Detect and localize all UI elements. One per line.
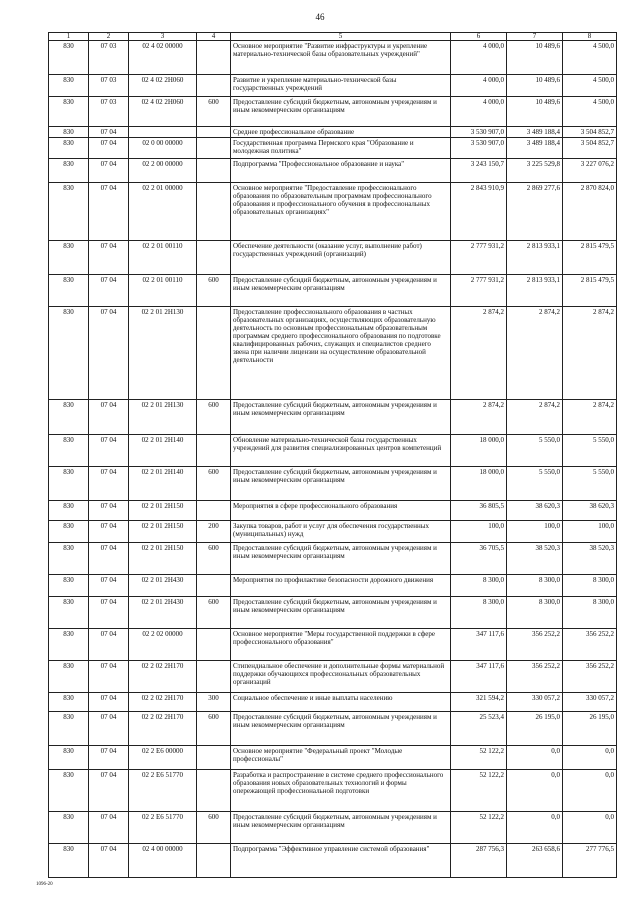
cell-amount-2022: 2 874,2: [507, 400, 563, 435]
cell-admin-code: 830: [49, 712, 89, 746]
cell-expense-type: [197, 41, 231, 75]
cell-description: Основное мероприятие "Меры государственной поддержки в сфере профессионального образования": [231, 629, 451, 661]
cell-admin-code: 830: [49, 521, 89, 543]
cell-amount-2023: 8 300,0: [563, 575, 617, 597]
cell-amount-2022: 263 658,6: [507, 844, 563, 878]
cell-target-code: 02 2 Е6 00000: [129, 746, 197, 770]
cell-description: Мероприятия по профилактике безопасности дорожного движения: [231, 575, 451, 597]
cell-expense-type: 600: [197, 712, 231, 746]
cell-amount-2022: 26 195,0: [507, 712, 563, 746]
cell-amount-2022: 356 252,2: [507, 629, 563, 661]
cell-section-code: 07 04: [89, 812, 129, 844]
cell-amount-2021: 4 000,0: [451, 41, 507, 75]
cell-section-code: 07 04: [89, 138, 129, 159]
cell-expense-type: 600: [197, 400, 231, 435]
cell-admin-code: 830: [49, 400, 89, 435]
cell-target-code: 02 2 02 2Н170: [129, 712, 197, 746]
cell-amount-2022: 3 489 188,4: [507, 127, 563, 138]
cell-target-code: 02 2 01 2Н130: [129, 307, 197, 400]
cell-admin-code: 830: [49, 467, 89, 501]
cell-description: Закупка товаров, работ и услуг для обеспечения государственных (муниципальных) нужд: [231, 521, 451, 543]
footer-code: 1096-20: [36, 882, 53, 887]
table-row: [49, 597, 617, 629]
cell-amount-2023: 4 500,0: [563, 41, 617, 75]
cell-description: Подпрограмма "Профессиональное образование и наука": [231, 159, 451, 183]
cell-section-code: 07 04: [89, 543, 129, 575]
cell-amount-2023: 0,0: [563, 770, 617, 812]
cell-description: Предоставление субсидий бюджетным, автономным учреждениям и иным некоммерческим организациям: [231, 597, 451, 629]
cell-admin-code: 830: [49, 97, 89, 127]
table-row: [49, 400, 617, 435]
cell-admin-code: 830: [49, 41, 89, 75]
table-row: [49, 844, 617, 878]
table-row: [49, 575, 617, 597]
cell-admin-code: 830: [49, 275, 89, 307]
cell-section-code: 07 04: [89, 241, 129, 275]
cell-amount-2022: 356 252,2: [507, 661, 563, 693]
table-row: [49, 501, 617, 521]
cell-admin-code: 830: [49, 693, 89, 712]
cell-expense-type: [197, 183, 231, 241]
cell-expense-type: [197, 575, 231, 597]
cell-amount-2022: 3 489 188,4: [507, 138, 563, 159]
cell-admin-code: 830: [49, 138, 89, 159]
cell-expense-type: [197, 746, 231, 770]
cell-amount-2021: 321 594,2: [451, 693, 507, 712]
cell-amount-2023: 356 252,2: [563, 629, 617, 661]
cell-amount-2022: 0,0: [507, 770, 563, 812]
table-row: [49, 812, 617, 844]
cell-description: Предоставление субсидий бюджетным, автономным учреждениям и иным некоммерческим организациям: [231, 712, 451, 746]
cell-target-code: 02 4 02 00000: [129, 41, 197, 75]
table-row: [49, 467, 617, 501]
cell-amount-2023: 4 500,0: [563, 75, 617, 97]
cell-amount-2021: 100,0: [451, 521, 507, 543]
cell-section-code: 07 04: [89, 127, 129, 138]
cell-section-code: 07 04: [89, 501, 129, 521]
cell-description: Стипендиальное обеспечение и дополнительные формы материальной поддержки обучающихся профессиональных образовательных организаций: [231, 661, 451, 693]
table-row: [49, 661, 617, 693]
cell-amount-2022: 5 550,0: [507, 467, 563, 501]
cell-amount-2023: 3 227 076,2: [563, 159, 617, 183]
cell-target-code: 02 4 02 2Н060: [129, 97, 197, 127]
cell-target-code: 02 2 01 2Н150: [129, 501, 197, 521]
cell-amount-2022: 3 225 529,8: [507, 159, 563, 183]
cell-target-code: 02 2 01 00000: [129, 183, 197, 241]
cell-amount-2021: 4 000,0: [451, 97, 507, 127]
cell-amount-2021: 36 805,5: [451, 501, 507, 521]
table-row: [49, 712, 617, 746]
cell-target-code: 02 2 01 00110: [129, 241, 197, 275]
cell-description: Развитие и укрепление материально-технической базы государственных учреждений: [231, 75, 451, 97]
cell-section-code: 07 03: [89, 97, 129, 127]
cell-description: Подпрограмма "Эффективное управление системой образования": [231, 844, 451, 878]
cell-target-code: 02 2 01 2Н150: [129, 543, 197, 575]
cell-admin-code: 830: [49, 597, 89, 629]
cell-expense-type: [197, 501, 231, 521]
cell-amount-2023: 356 252,2: [563, 661, 617, 693]
cell-amount-2023: 3 504 852,7: [563, 127, 617, 138]
cell-amount-2023: 38 620,3: [563, 501, 617, 521]
table-row: [49, 693, 617, 712]
cell-amount-2022: 10 489,6: [507, 75, 563, 97]
cell-expense-type: [197, 629, 231, 661]
cell-amount-2023: 38 520,3: [563, 543, 617, 575]
cell-amount-2023: 2 874,2: [563, 400, 617, 435]
cell-amount-2021: 52 122,2: [451, 746, 507, 770]
cell-amount-2021: 18 000,0: [451, 435, 507, 467]
cell-expense-type: [197, 661, 231, 693]
table-row: [49, 41, 617, 75]
cell-target-code: 02 2 Е6 51770: [129, 812, 197, 844]
cell-admin-code: 830: [49, 75, 89, 97]
cell-section-code: 07 04: [89, 159, 129, 183]
cell-target-code: 02 2 01 2Н150: [129, 521, 197, 543]
cell-target-code: 02 2 Е6 51770: [129, 770, 197, 812]
cell-description: Основное мероприятие "Федеральный проект "Молодые профессионалы": [231, 746, 451, 770]
cell-description: Предоставление субсидий бюджетным, автономным учреждениям и иным некоммерческим организациям: [231, 400, 451, 435]
cell-expense-type: 200: [197, 521, 231, 543]
cell-amount-2021: 4 000,0: [451, 75, 507, 97]
cell-amount-2022: 2 813 933,1: [507, 241, 563, 275]
cell-expense-type: [197, 435, 231, 467]
cell-target-code: 02 2 02 2Н170: [129, 661, 197, 693]
cell-expense-type: 600: [197, 543, 231, 575]
cell-section-code: 07 04: [89, 770, 129, 812]
cell-section-code: 07 04: [89, 629, 129, 661]
cell-amount-2021: 3 530 907,0: [451, 138, 507, 159]
cell-section-code: 07 04: [89, 712, 129, 746]
table-body: [49, 41, 617, 878]
cell-amount-2023: 2 870 824,0: [563, 183, 617, 241]
table-row: [49, 543, 617, 575]
cell-amount-2021: 18 000,0: [451, 467, 507, 501]
cell-amount-2023: 5 550,0: [563, 467, 617, 501]
cell-amount-2023: 330 057,2: [563, 693, 617, 712]
cell-admin-code: 830: [49, 629, 89, 661]
cell-description: Предоставление субсидий бюджетным, автономным учреждениям и иным некоммерческим организациям: [231, 812, 451, 844]
cell-expense-type: 600: [197, 597, 231, 629]
cell-amount-2022: 38 520,3: [507, 543, 563, 575]
cell-section-code: 07 04: [89, 597, 129, 629]
cell-expense-type: [197, 307, 231, 400]
cell-description: Разработка и распространение в системе среднего профессионального образования новых образовательных технологий и формы опережающей профессиональной подготовки: [231, 770, 451, 812]
cell-amount-2023: 2 815 479,5: [563, 275, 617, 307]
cell-amount-2021: 2 777 931,2: [451, 241, 507, 275]
cell-amount-2023: 4 500,0: [563, 97, 617, 127]
cell-target-code: 02 2 01 00110: [129, 275, 197, 307]
cell-amount-2021: 52 122,2: [451, 770, 507, 812]
cell-section-code: 07 03: [89, 41, 129, 75]
column-header-7: 7: [507, 33, 563, 41]
cell-expense-type: 600: [197, 97, 231, 127]
cell-expense-type: [197, 241, 231, 275]
cell-description: Обновление материально-технической базы государственных учреждений для развития специализированных центров компетенций: [231, 435, 451, 467]
cell-expense-type: [197, 844, 231, 878]
cell-admin-code: 830: [49, 241, 89, 275]
cell-section-code: 07 04: [89, 575, 129, 597]
cell-amount-2023: 26 195,0: [563, 712, 617, 746]
cell-target-code: [129, 127, 197, 138]
cell-amount-2021: 287 756,3: [451, 844, 507, 878]
cell-amount-2021: 3 243 150,7: [451, 159, 507, 183]
cell-amount-2021: 25 523,4: [451, 712, 507, 746]
cell-target-code: 02 4 02 2Н060: [129, 75, 197, 97]
cell-amount-2021: 36 705,5: [451, 543, 507, 575]
table-row: [49, 770, 617, 812]
cell-admin-code: 830: [49, 183, 89, 241]
cell-target-code: 02 2 01 2Н130: [129, 400, 197, 435]
cell-amount-2022: 100,0: [507, 521, 563, 543]
cell-admin-code: 830: [49, 844, 89, 878]
cell-amount-2023: 0,0: [563, 746, 617, 770]
cell-amount-2021: 347 117,6: [451, 661, 507, 693]
cell-section-code: 07 04: [89, 521, 129, 543]
table-row: [49, 75, 617, 97]
cell-amount-2023: 2 874,2: [563, 307, 617, 400]
cell-description: Предоставление субсидий бюджетным, автономным учреждениям и иным некоммерческим организациям: [231, 275, 451, 307]
cell-expense-type: [197, 75, 231, 97]
cell-section-code: 07 04: [89, 746, 129, 770]
cell-amount-2021: 3 530 907,0: [451, 127, 507, 138]
table-row: [49, 138, 617, 159]
cell-section-code: 07 04: [89, 400, 129, 435]
cell-target-code: 02 2 01 2Н430: [129, 597, 197, 629]
cell-amount-2021: 2 874,2: [451, 400, 507, 435]
cell-amount-2022: 0,0: [507, 812, 563, 844]
table-row: [49, 127, 617, 138]
cell-amount-2022: 8 300,0: [507, 597, 563, 629]
cell-amount-2023: 0,0: [563, 812, 617, 844]
cell-expense-type: [197, 127, 231, 138]
column-header-5: 5: [231, 33, 451, 41]
cell-amount-2022: 330 057,2: [507, 693, 563, 712]
table-row: [49, 97, 617, 127]
cell-section-code: 07 04: [89, 661, 129, 693]
cell-description: Государственная программа Пермского края "Образование и молодежная политика": [231, 138, 451, 159]
cell-admin-code: 830: [49, 127, 89, 138]
cell-section-code: 07 04: [89, 693, 129, 712]
cell-admin-code: 830: [49, 159, 89, 183]
cell-description: Основное мероприятие "Развитие инфраструктуры и укрепление материально-технической базы образовательных учреждений": [231, 41, 451, 75]
cell-amount-2023: 100,0: [563, 521, 617, 543]
cell-amount-2022: 2 874,2: [507, 307, 563, 400]
cell-amount-2023: 3 504 852,7: [563, 138, 617, 159]
cell-expense-type: 600: [197, 467, 231, 501]
column-header-2: 2: [89, 33, 129, 41]
cell-description: Среднее профессиональное образование: [231, 127, 451, 138]
cell-admin-code: 830: [49, 435, 89, 467]
cell-target-code: 02 4 00 00000: [129, 844, 197, 878]
cell-admin-code: 830: [49, 575, 89, 597]
cell-target-code: 02 2 02 2Н170: [129, 693, 197, 712]
cell-amount-2022: 10 489,6: [507, 41, 563, 75]
cell-amount-2021: 8 300,0: [451, 597, 507, 629]
cell-target-code: 02 2 00 00000: [129, 159, 197, 183]
table-row: [49, 307, 617, 400]
table-row: [49, 275, 617, 307]
cell-expense-type: 300: [197, 693, 231, 712]
cell-amount-2021: 8 300,0: [451, 575, 507, 597]
cell-target-code: 02 2 01 2Н140: [129, 435, 197, 467]
cell-expense-type: [197, 138, 231, 159]
cell-section-code: 07 04: [89, 307, 129, 400]
table-row: [49, 241, 617, 275]
cell-section-code: 07 04: [89, 844, 129, 878]
column-header-6: 6: [451, 33, 507, 41]
cell-description: Обеспечение деятельности (оказание услуг, выполнение работ) государственных учреждений (организаций): [231, 241, 451, 275]
table-row: [49, 521, 617, 543]
cell-description: Основное мероприятие "Предоставление профессионального образования по образовательным программам профессионального образования и профессионального обучения в профессиональных образовательных организациях": [231, 183, 451, 241]
cell-section-code: 07 04: [89, 435, 129, 467]
table-row: [49, 746, 617, 770]
cell-expense-type: [197, 770, 231, 812]
cell-admin-code: 830: [49, 812, 89, 844]
cell-admin-code: 830: [49, 746, 89, 770]
cell-description: Предоставление профессионального образования в частных образовательных организациях, осуществляющих образовательную деятельность по основным профессиональным образовательным программам среднего профессионального образования по подготовке квалифицированных рабочих, служащих и специалистов среднего звена при наличии лицензии на осуществление образовательной деятельности: [231, 307, 451, 400]
cell-amount-2022: 38 620,3: [507, 501, 563, 521]
cell-expense-type: 600: [197, 812, 231, 844]
cell-section-code: 07 04: [89, 183, 129, 241]
cell-amount-2022: 2 869 277,6: [507, 183, 563, 241]
cell-amount-2022: 2 813 933,1: [507, 275, 563, 307]
table-row: [49, 435, 617, 467]
table-row: [49, 159, 617, 183]
cell-admin-code: 830: [49, 543, 89, 575]
cell-description: Мероприятия в сфере профессионального образования: [231, 501, 451, 521]
cell-target-code: 02 2 01 2Н430: [129, 575, 197, 597]
column-header-4: 4: [197, 33, 231, 41]
cell-amount-2021: 2 777 931,2: [451, 275, 507, 307]
column-header-8: 8: [563, 33, 617, 41]
table-header-row: [49, 33, 617, 41]
cell-amount-2021: 2 843 910,9: [451, 183, 507, 241]
cell-amount-2023: 277 776,5: [563, 844, 617, 878]
cell-section-code: 07 03: [89, 75, 129, 97]
cell-admin-code: 830: [49, 661, 89, 693]
cell-description: Предоставление субсидий бюджетным, автономным учреждениям и иным некоммерческим организациям: [231, 467, 451, 501]
cell-amount-2022: 0,0: [507, 746, 563, 770]
cell-description: Предоставление субсидий бюджетным, автономным учреждениям и иным некоммерческим организациям: [231, 97, 451, 127]
cell-amount-2021: 52 122,2: [451, 812, 507, 844]
cell-amount-2021: 2 874,2: [451, 307, 507, 400]
cell-expense-type: [197, 159, 231, 183]
cell-admin-code: 830: [49, 770, 89, 812]
column-header-1: 1: [49, 33, 89, 41]
cell-admin-code: 830: [49, 307, 89, 400]
cell-amount-2022: 8 300,0: [507, 575, 563, 597]
cell-amount-2023: 5 550,0: [563, 435, 617, 467]
cell-admin-code: 830: [49, 501, 89, 521]
cell-description: Предоставление субсидий бюджетным, автономным учреждениям и иным некоммерческим организациям: [231, 543, 451, 575]
budget-table: [48, 32, 617, 878]
table-row: [49, 629, 617, 661]
cell-target-code: 02 2 02 00000: [129, 629, 197, 661]
column-header-3: 3: [129, 33, 197, 41]
cell-amount-2022: 10 489,6: [507, 97, 563, 127]
cell-expense-type: 600: [197, 275, 231, 307]
page-number: 46: [315, 12, 325, 22]
cell-section-code: 07 04: [89, 275, 129, 307]
cell-amount-2022: 5 550,0: [507, 435, 563, 467]
cell-target-code: 02 0 00 00000: [129, 138, 197, 159]
cell-section-code: 07 04: [89, 467, 129, 501]
cell-description: Социальное обеспечение и иные выплаты населению: [231, 693, 451, 712]
table-row: [49, 183, 617, 241]
cell-target-code: 02 2 01 2Н140: [129, 467, 197, 501]
cell-amount-2023: 8 300,0: [563, 597, 617, 629]
cell-amount-2023: 2 815 479,5: [563, 241, 617, 275]
cell-amount-2021: 347 117,6: [451, 629, 507, 661]
